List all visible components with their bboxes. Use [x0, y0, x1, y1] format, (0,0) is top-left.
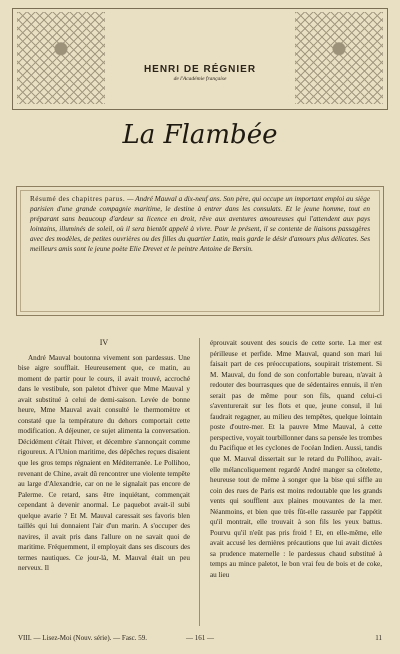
- summary-text: [30, 194, 370, 255]
- ornament-left-icon: [17, 12, 105, 104]
- article-title: La Flambée: [122, 120, 278, 150]
- ornament-right-icon: [295, 12, 383, 104]
- left-column: [18, 338, 190, 628]
- article-columns: [18, 338, 382, 628]
- column-divider: [199, 338, 200, 626]
- header-byline: [109, 9, 291, 107]
- summary-box: [16, 186, 384, 316]
- summary-lead: Résumé des chapitres parus.: [30, 195, 126, 203]
- right-column-text: éprouvait souvent des soucis de cette sorte. La mer est périlleuse et perfide. Mme Mauval, quand son mari lui faisait part de ces préoccupations, soupirait tristement. Si M. Mauval, du fond de son confortable bureau, n'avait à redouter des bourrasques que de sédentaires ennuis, il n'en serait pas de même pour son fils, quand celui-ci s'aventurerait sur les flots et que, jeune consul, il lui faudrait regagner, au milieu des tempêtes, quelque lointain poste d'outre-mer. Et la pauvre Mme Mauval, à cette perspective, voyait tourbillonner dans sa pensée les trombes du Pacifique et les cyclones de l'océan Indien. Aussi, tandis que M. Mauval dissertait sur le retard du Pollihoo, avait-elle mélancoliquement regardé André manger sa côtelette, heureuse tout de même à songer que la bise qui siffle au coin des rues de Paris est moins redoutable que les grands vents qui soufflent aux plaines mouvantes de la mer. Néanmoins, et bien que très fût-elle rassurée par l'appétit qu'il montrait, elle trouvait à son fils les yeux battus. Pourvu qu'il n'eût pas pris froid ! Et, en elle-même, elle avait accusé les dernières précautions que lui avait dictées sa prudence maternelle : le pardessus chaud substitué à temps au mince paletot, le bon vrai feu de bois et de coke, au lieu: [210, 339, 382, 580]
- footer-publication: VIII. — Lisez-Moi (Nouv. série). — Fasc. 59.: [18, 634, 148, 642]
- author-name: HENRI DE RÉGNIER: [143, 64, 257, 75]
- summary-body: — André Mauval a dix-neuf ans. Son père, qui occupe un important emploi au siège parisien d'une grande compagnie maritime, le destine à entrer dans les consulats. Et le jeune homme, tout en préparant sans beaucoup d'ardeur sa licence en droit, rêve aux aventures amoureuses qui l'attendent aux pays lointains, illuminés de soleil, où il sera bientôt appelé à vivre. Pour le présent, il se contente de liaisons passagères avec des modèles, de petites ouvrières ou des filles du quartier Latin, mais garde le désir d'amours plus délicates. Ses meilleurs amis sont le jeune poète Elie Drevet et le peintre Antoine de Bersin.: [30, 195, 371, 254]
- page-footer: [18, 634, 382, 648]
- right-column: [210, 338, 382, 628]
- chapter-number: IV: [99, 338, 109, 347]
- page-number: — 161 —: [186, 634, 214, 642]
- author-affiliation: de l'Académie française: [173, 76, 227, 82]
- sheet-number: 11: [375, 634, 382, 642]
- left-column-text: André Mauval boutonna vivement son pardessus. Une bise aigre soufflait. Heureusement que, ce matin, au moment de partir pour le cours, il avait trouvé, accroché dans le vestibule, son paletot d'hiver que Mme Mauval y avait substitué à celui de demi-saison. Levée de bonne heure, Mme Mauval avait consulté le thermomètre et constaté que la température du dehors comportait cette modification. A déjeuner, ce sujet alimenta la conversation. Décidément c'était l'hiver, et décembre s'annonçait comme rigoureux. A l'Union maritime, des dépêches reçues disaient que les gros temps régnaient en Méditerranée. Le Pollihoo, revenant de Chine, avait dû rencontrer une violente tempête au large d'Alexandrie, car on ne le signalait pas encore de Palerme. Ce retard, sans être inquiétant, commençait cependant à devenir anormal. Le paquebot avait-il subi quelque avarie ? Et M. Mauval caressait ses favoris blen taillés qui lui donnaient l'air d'un marin. A s'occuper des navires, il avait pris dans l'allure on ne savait quoi de maritime. Fréquemment, il employait dans ses discours des termes nautiques. Ce jour-là, M. Mauval était un peu nerveux. Il: [18, 353, 190, 573]
- header-ornament-frame: [12, 8, 388, 110]
